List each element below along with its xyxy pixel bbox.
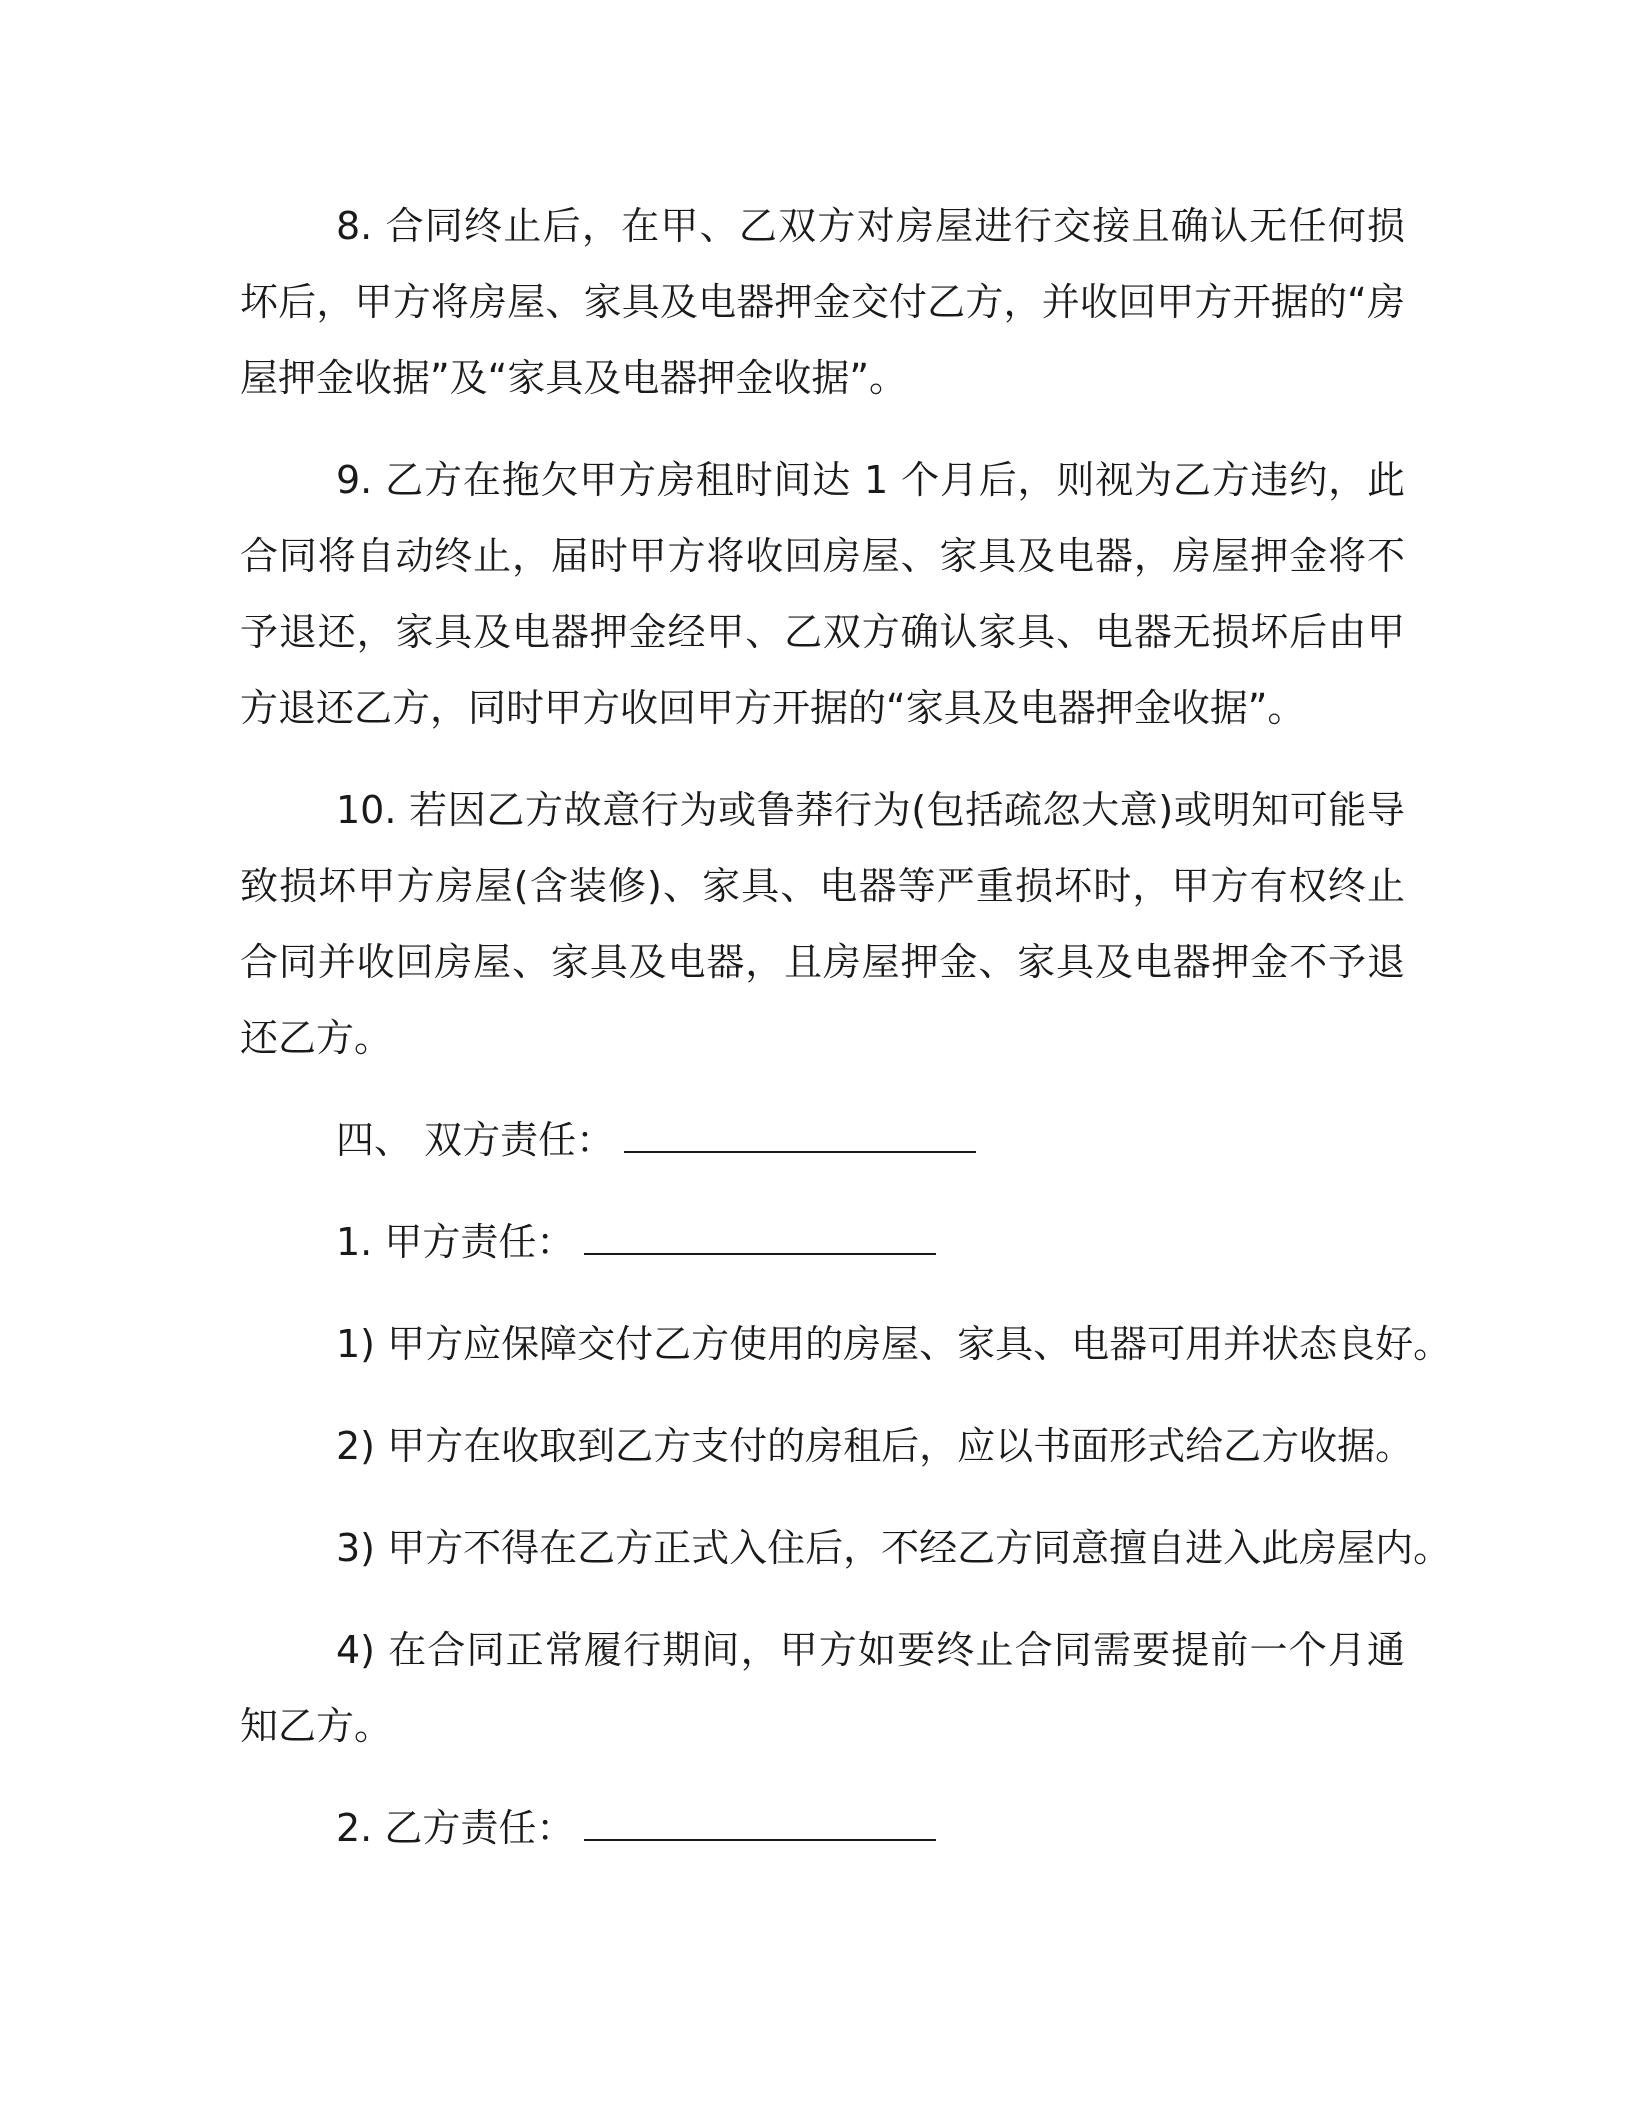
party-a-item-2: 2) 甲方在收取到乙方支付的房租后，应以书面形式给乙方收据。 [336, 1424, 1414, 1468]
clause-8: 8. 合同终止后，在甲、乙双方对房屋进行交接且确认无任何损坏后，甲方将房屋、家具及电器押金交付乙方，并收回甲方开据的“房屋押金收据”及“家具及电器押金收据”。 [240, 204, 1405, 400]
party-b-heading: 2. 乙方责任： [336, 1806, 575, 1850]
party-b-line [240, 1790, 1405, 1866]
section-4-heading: 四、 双方责任： [336, 1118, 615, 1162]
section-4-line [240, 1102, 1405, 1178]
clause-10: 10. 若因乙方故意行为或鲁莽行为(包括疏忽大意)或明知可能导致损坏甲方房屋(含装修)、家具、电器等严重损坏时，甲方有权终止合同并收回房屋、家具及电器，且房屋押金、家具及电器押金不予退还乙方。 [240, 788, 1405, 1060]
clause-9: 9. 乙方在拖欠甲方房租时间达 1 个月后，则视为乙方违约，此合同将自动终止，届时甲方将收回房屋、家具及电器，房屋押金将不予退还，家具及电器押金经甲、乙双方确认家具、电器无损坏后由甲方退还乙方，同时甲方收回甲方开据的“家具及电器押金收据”。 [240, 458, 1405, 730]
party-a-line [240, 1204, 1405, 1280]
party-a-item-3: 3) 甲方不得在乙方正式入住后，不经乙方同意擅自进入此房屋内。 [336, 1526, 1452, 1570]
party-a-blank-line [584, 1225, 936, 1255]
party-a-item-4: 4) 在合同正常履行期间，甲方如要终止合同需要提前一个月通知乙方。 [240, 1628, 1405, 1748]
party-a-item-1: 1) 甲方应保障交付乙方使用的房屋、家具、电器可用并状态良好。 [336, 1322, 1452, 1366]
section-4-blank-line [624, 1123, 976, 1153]
document-body [240, 188, 1452, 1892]
party-a-heading: 1. 甲方责任： [336, 1220, 575, 1264]
party-b-blank-line [584, 1811, 936, 1841]
